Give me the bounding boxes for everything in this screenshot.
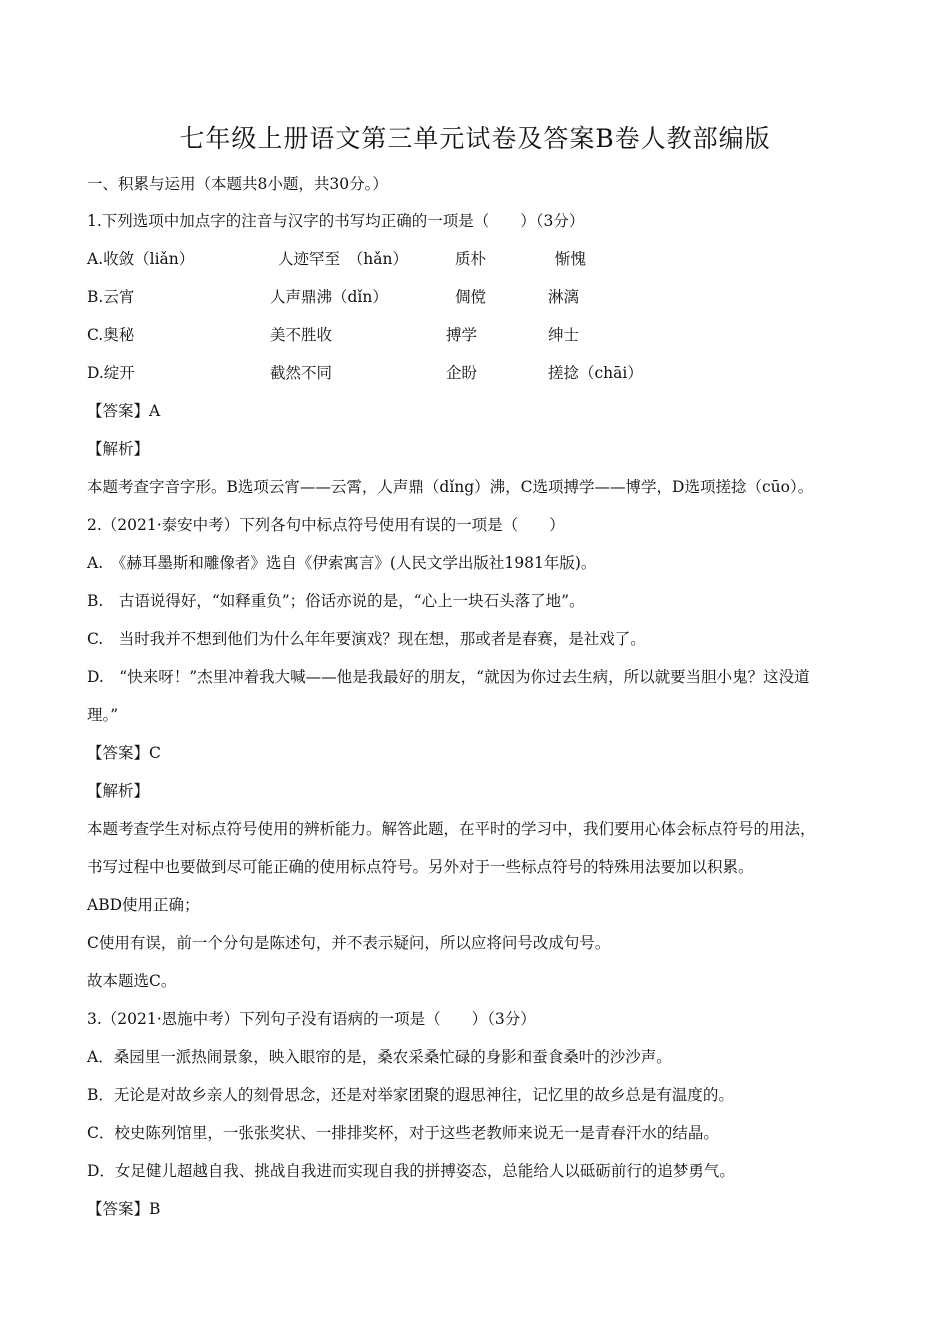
q2-answer: 【答案】C: [87, 744, 161, 762]
q2-option-b: B. 古语说得好，“如释重负”；俗话亦说的是，“心上一块石头落了地”。: [87, 592, 585, 610]
page-title: 七年级上册语文第三单元试卷及答案B卷人教部编版: [179, 124, 771, 153]
q1-option-b-col2: 人声鼎沸（dǐn）: [270, 288, 388, 306]
q1-option-a-col3: 质朴: [455, 250, 487, 268]
q2-option-c: C. 当时我并不想到他们为什么年年要演戏？现在想，那或者是春赛，是社戏了。: [87, 630, 646, 648]
q1-option-b-col1: B.云宵: [87, 288, 135, 306]
q1-option-c-col1: C.奥秘: [87, 326, 135, 344]
q2-analysis-line1: 本题考查学生对标点符号使用的辨析能力。解答此题，在平时的学习中，我们要用心体会标点符号的用法，: [87, 820, 816, 838]
q2-analysis-line4: C使用有误，前一个分句是陈述句，并不表示疑问，所以应将问号改成句号。: [87, 934, 611, 952]
q2-analysis-line3: ABD使用正确；: [87, 896, 200, 914]
q1-analysis-label: 【解析】: [87, 440, 150, 458]
q1-analysis: 本题考查字音字形。B选项云宵——云霄，人声鼎（dǐng）沸，C选项搏学——博学，D选项搓捻（cūo）。: [87, 478, 814, 496]
q1-option-c-col2: 美不胜收: [270, 326, 333, 344]
q1-option-b-col4: 淋漓: [548, 288, 580, 306]
question-2-stem: 2.（2021·泰安中考）下列各句中标点符号使用有误的一项是（ ）: [87, 516, 565, 534]
q3-answer: 【答案】B: [87, 1200, 161, 1218]
q1-option-d-col2: 截然不同: [270, 364, 333, 382]
q1-option-d-col1: D.绽开: [87, 364, 135, 382]
q2-option-d-line2: 理。”: [87, 706, 119, 724]
question-1-stem: 1.下列选项中加点字的注音与汉字的书写均正确的一项是（ ）（3分）: [87, 212, 585, 230]
q1-option-a-col4: 惭愧: [555, 250, 587, 268]
q1-option-d-col3: 企盼: [446, 364, 478, 382]
q2-option-a: A. 《赫耳墨斯和雕像者》选自《伊索寓言》(人民文学出版社1981年版)。: [87, 554, 597, 572]
q1-option-d-col4: 搓捻（chāi）: [548, 364, 643, 382]
q2-analysis-label: 【解析】: [87, 782, 150, 800]
q3-option-a: A．桑园里一派热闹景象，映入眼帘的是，桑农采桑忙碌的身影和蚕食桑叶的沙沙声。: [87, 1048, 672, 1066]
q1-answer: 【答案】A: [87, 402, 161, 420]
q3-option-b: B．无论是对故乡亲人的刻骨思念，还是对举家团聚的遐思神往，记忆里的故乡总是有温度的。: [87, 1086, 734, 1104]
q2-analysis-line2: 书写过程中也要做到尽可能正确的使用标点符号。另外对于一些标点符号的特殊用法要加以积累。: [87, 858, 754, 876]
q1-option-b-col3: 倜傥: [455, 288, 487, 306]
q1-option-a-col2: 人迹罕至 （hǎn）: [278, 250, 408, 268]
q2-option-d-line1: D. “快来呀！”杰里冲着我大喊——他是我最好的朋友，“就因为你过去生病，所以就要当胆小鬼？这没道: [87, 668, 810, 686]
q3-option-c: C．校史陈列馆里，一张张奖状、一排排奖杯，对于这些老教师来说无一是青春汗水的结晶。: [87, 1124, 719, 1142]
q2-analysis-line5: 故本题选C。: [87, 972, 177, 990]
question-3-stem: 3.（2021·恩施中考）下列句子没有语病的一项是（ ）（3分）: [87, 1010, 536, 1028]
section-heading: 一、积累与运用（本题共8小题，共30分。）: [87, 175, 388, 193]
q1-option-a-col1: A.收敛（liǎn）: [87, 250, 195, 268]
q1-option-c-col3: 搏学: [446, 326, 478, 344]
q1-option-c-col4: 绅士: [548, 326, 580, 344]
q3-option-d: D．女足健儿超越自我、挑战自我进而实现自我的拼搏姿态，总能给人以砥砺前行的追梦勇气。: [87, 1162, 735, 1180]
